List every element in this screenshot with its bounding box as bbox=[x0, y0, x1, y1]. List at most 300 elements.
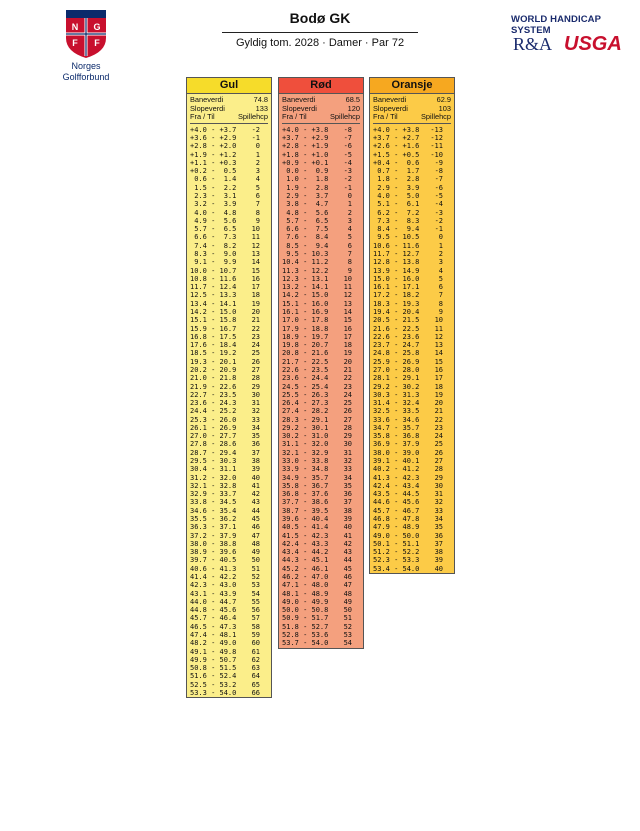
hcp-range: 1.9 - 2.8 bbox=[282, 183, 329, 192]
table-row bbox=[190, 383, 268, 391]
table-row bbox=[190, 167, 268, 175]
playing-hcp: 0 bbox=[438, 233, 443, 242]
hcp-range: 23.6 - 24.3 bbox=[190, 399, 237, 408]
playing-hcp: 49 bbox=[251, 548, 260, 557]
playing-hcp: 22 bbox=[251, 324, 260, 333]
slope-rating-label: Slopeverdi bbox=[373, 103, 408, 113]
table-row bbox=[190, 507, 268, 515]
playing-hcp: -11 bbox=[430, 142, 443, 151]
slope-rating-label: Slopeverdi bbox=[190, 103, 225, 113]
hcp-range: +4.0 - +3.7 bbox=[190, 125, 237, 134]
hcp-range: 24.8 - 25.8 bbox=[373, 349, 420, 358]
hcp-range: 33.6 - 34.6 bbox=[373, 415, 420, 424]
hcp-range: 12.3 - 13.1 bbox=[282, 274, 329, 283]
table-row bbox=[282, 349, 360, 357]
table-row bbox=[373, 300, 451, 308]
table-row bbox=[190, 598, 268, 606]
hcp-range: 22.7 - 23.5 bbox=[190, 390, 237, 399]
playing-hcp: 21 bbox=[434, 407, 443, 416]
hcp-range: 42.4 - 43.4 bbox=[373, 481, 420, 490]
playing-hcp: 28 bbox=[343, 423, 352, 432]
hcp-range: 33.9 - 34.8 bbox=[282, 465, 329, 474]
table-row bbox=[282, 565, 360, 573]
playing-hcp: -1 bbox=[343, 183, 352, 192]
playing-hcp: 1 bbox=[438, 241, 443, 250]
hcp-range: 4.8 - 5.6 bbox=[282, 208, 329, 217]
playing-hcp: 32 bbox=[251, 407, 260, 416]
table-row bbox=[282, 325, 360, 333]
hcp-range: 19.3 - 20.1 bbox=[190, 357, 237, 366]
playing-hcp: 43 bbox=[343, 548, 352, 557]
table-row bbox=[373, 432, 451, 440]
playing-hcp: 32 bbox=[434, 498, 443, 507]
hcp-range: 8.4 - 9.4 bbox=[373, 225, 420, 234]
playing-hcp: 0 bbox=[255, 142, 260, 151]
playing-hcp: -8 bbox=[343, 125, 352, 134]
table-row bbox=[373, 233, 451, 241]
table-row bbox=[282, 308, 360, 316]
playing-hcp: 41 bbox=[343, 531, 352, 540]
playing-hcp: 41 bbox=[251, 481, 260, 490]
table-row bbox=[282, 291, 360, 299]
table-row bbox=[190, 258, 268, 266]
table-row bbox=[190, 581, 268, 589]
hcp-range: 38.0 - 38.8 bbox=[190, 539, 237, 548]
playing-hcp: 4 bbox=[347, 225, 352, 234]
playing-hcp: -1 bbox=[434, 225, 443, 234]
hcp-range: 45.7 - 46.4 bbox=[190, 614, 237, 623]
table-row bbox=[373, 192, 451, 200]
table-row bbox=[190, 217, 268, 225]
hcp-range: 42.3 - 43.0 bbox=[190, 581, 237, 590]
table-row bbox=[282, 449, 360, 457]
playing-hcp: 14 bbox=[434, 349, 443, 358]
hcp-range: 49.9 - 50.7 bbox=[190, 655, 237, 664]
page-title: Bodø GK bbox=[289, 10, 351, 26]
hcp-range: +3.7 - +2.7 bbox=[373, 134, 420, 143]
hcp-range: 17.0 - 17.8 bbox=[282, 316, 329, 325]
table-row bbox=[282, 258, 360, 266]
playing-hcp: 27 bbox=[251, 365, 260, 374]
table-row bbox=[282, 515, 360, 523]
table-row bbox=[373, 565, 451, 573]
hcp-range: 31.4 - 32.4 bbox=[373, 399, 420, 408]
table-row bbox=[373, 258, 451, 266]
hcp-range: 31.2 - 32.0 bbox=[190, 473, 237, 482]
hcp-range: 38.0 - 39.0 bbox=[373, 448, 420, 457]
hcp-range: 36.9 - 37.9 bbox=[373, 440, 420, 449]
table-row bbox=[282, 606, 360, 614]
table-row bbox=[282, 374, 360, 382]
table-row bbox=[282, 631, 360, 639]
table-row bbox=[190, 151, 268, 159]
table-row bbox=[373, 242, 451, 250]
hcp-range: +1.5 - +0.5 bbox=[373, 150, 420, 159]
playing-hcp: 37 bbox=[434, 539, 443, 548]
table-row bbox=[282, 316, 360, 324]
hcp-range: 48.2 - 49.0 bbox=[190, 639, 237, 648]
table-row bbox=[373, 556, 451, 564]
playing-hcp: 30 bbox=[343, 440, 352, 449]
hcp-range: 24.4 - 25.2 bbox=[190, 407, 237, 416]
hcp-range: 19.8 - 20.7 bbox=[282, 341, 329, 350]
table-row bbox=[282, 581, 360, 589]
hcp-range: 51.6 - 52.4 bbox=[190, 672, 237, 681]
hcp-range: 0.6 - 1.4 bbox=[190, 175, 237, 184]
slope-rating-label: Slopeverdi bbox=[282, 103, 317, 113]
hcp-range: +3.6 - +2.9 bbox=[190, 134, 237, 143]
hcp-range: 30.3 - 31.3 bbox=[373, 390, 420, 399]
table-row bbox=[373, 474, 451, 482]
playing-hcp: 5 bbox=[347, 233, 352, 242]
hcp-range: 47.9 - 48.9 bbox=[373, 523, 420, 532]
hcp-range: 12.8 - 13.8 bbox=[373, 258, 420, 267]
hcp-range: 26.4 - 27.3 bbox=[282, 399, 329, 408]
playing-hcp: -3 bbox=[343, 167, 352, 176]
playing-hcp: 33 bbox=[343, 465, 352, 474]
table-row bbox=[282, 142, 360, 150]
hcp-range: 27.0 - 27.7 bbox=[190, 432, 237, 441]
table-row bbox=[190, 366, 268, 374]
table-row bbox=[373, 440, 451, 448]
course-rating-value: 74.8 bbox=[253, 95, 268, 104]
table-row bbox=[282, 482, 360, 490]
hcp-range: +0.4 - 0.6 bbox=[373, 158, 420, 167]
hcp-range: +0.2 - 0.5 bbox=[190, 167, 237, 176]
column-headers bbox=[190, 113, 268, 124]
table-row bbox=[190, 523, 268, 531]
playing-hcp: 6 bbox=[347, 241, 352, 250]
hcp-range: 41.4 - 42.2 bbox=[190, 572, 237, 581]
table-row bbox=[373, 167, 451, 175]
hcp-range: 7.6 - 8.4 bbox=[282, 233, 329, 242]
table-row bbox=[373, 465, 451, 473]
hcp-range: 14.2 - 15.0 bbox=[282, 291, 329, 300]
hcp-range: 29.2 - 30.1 bbox=[282, 423, 329, 432]
hcp-range: 51.8 - 52.7 bbox=[282, 622, 329, 631]
playing-hcp: 39 bbox=[343, 515, 352, 523]
hcp-header: Spillehcp bbox=[238, 112, 268, 122]
course-rating-label: Baneverdi bbox=[282, 95, 316, 104]
hcp-range: 28.7 - 29.4 bbox=[190, 448, 237, 457]
playing-hcp: 51 bbox=[251, 564, 260, 573]
table-row bbox=[190, 175, 268, 183]
table-row bbox=[282, 283, 360, 291]
hcp-range: 21.6 - 22.5 bbox=[373, 324, 420, 333]
whs-logo-text: WORLD HANDICAP SYSTEM bbox=[511, 14, 601, 36]
table-row bbox=[282, 275, 360, 283]
hcp-range: 1.0 - 1.8 bbox=[282, 175, 329, 184]
table-row bbox=[282, 540, 360, 548]
hcp-range: 27.0 - 28.0 bbox=[373, 365, 420, 374]
hcp-range: 49.0 - 49.9 bbox=[282, 597, 329, 606]
hcp-range: 14.2 - 15.0 bbox=[190, 307, 237, 316]
hcp-range: 44.8 - 45.6 bbox=[190, 606, 237, 615]
playing-hcp: 11 bbox=[343, 283, 352, 292]
playing-hcp: 17 bbox=[434, 374, 443, 383]
table-row bbox=[282, 200, 360, 208]
table-row bbox=[373, 407, 451, 415]
hcp-range: 0.0 - 0.9 bbox=[282, 167, 329, 176]
playing-hcp: 23 bbox=[343, 382, 352, 391]
course-rating-label: Baneverdi bbox=[190, 95, 224, 104]
playing-hcp: 35 bbox=[251, 432, 260, 441]
hcp-range: +2.8 - +1.9 bbox=[282, 142, 329, 151]
hcp-range: 25.9 - 26.9 bbox=[373, 357, 420, 366]
playing-hcp: 54 bbox=[251, 589, 260, 598]
hcp-range: 40.5 - 41.4 bbox=[282, 523, 329, 532]
hcp-range: 9.5 - 10.5 bbox=[373, 233, 420, 242]
playing-hcp: 25 bbox=[434, 440, 443, 449]
table-row bbox=[190, 457, 268, 465]
playing-hcp: 48 bbox=[251, 539, 260, 548]
table-row bbox=[373, 498, 451, 506]
table-row bbox=[373, 341, 451, 349]
hcp-range: 9.5 - 10.3 bbox=[282, 250, 329, 258]
playing-hcp: 35 bbox=[343, 481, 352, 490]
hcp-range: 21.0 - 21.8 bbox=[190, 374, 237, 383]
playing-hcp: 25 bbox=[343, 399, 352, 408]
playing-hcp: 16 bbox=[343, 324, 352, 333]
playing-hcp: 33 bbox=[251, 415, 260, 424]
slope-rating-value: 120 bbox=[347, 103, 360, 113]
table-row bbox=[190, 391, 268, 399]
playing-hcp: 17 bbox=[343, 332, 352, 341]
svg-text:G: G bbox=[93, 22, 101, 32]
playing-hcp: 42 bbox=[251, 490, 260, 499]
hcp-range: 6.6 - 7.5 bbox=[282, 225, 329, 234]
playing-hcp: 40 bbox=[434, 564, 443, 573]
playing-hcp: 24 bbox=[343, 390, 352, 399]
playing-hcp: 7 bbox=[255, 200, 260, 209]
table-row bbox=[373, 126, 451, 134]
table-row bbox=[373, 449, 451, 457]
hcp-range: 53.3 - 54.0 bbox=[190, 688, 237, 697]
playing-hcp: 14 bbox=[343, 307, 352, 316]
hcp-range: 8.3 - 9.0 bbox=[190, 250, 237, 258]
playing-hcp: 45 bbox=[251, 515, 260, 523]
hcp-range: 46.8 - 47.8 bbox=[373, 515, 420, 523]
hcp-range: 3.8 - 4.7 bbox=[282, 200, 329, 209]
table-row bbox=[190, 590, 268, 598]
playing-hcp: 5 bbox=[255, 183, 260, 192]
playing-hcp: 43 bbox=[251, 498, 260, 507]
playing-hcp: 26 bbox=[251, 357, 260, 366]
tee-column-2 bbox=[369, 77, 455, 574]
hcp-range: 50.9 - 51.7 bbox=[282, 614, 329, 623]
table-row bbox=[282, 465, 360, 473]
table-row bbox=[373, 532, 451, 540]
slope-rating-value: 103 bbox=[438, 103, 451, 113]
table-row bbox=[190, 689, 268, 697]
table-row bbox=[190, 416, 268, 424]
playing-hcp: 11 bbox=[434, 324, 443, 333]
playing-hcp: 54 bbox=[343, 639, 352, 648]
table-row bbox=[190, 532, 268, 540]
playing-hcp: 1 bbox=[347, 200, 352, 209]
playing-hcp: 21 bbox=[343, 365, 352, 374]
hcp-range: 24.5 - 25.4 bbox=[282, 382, 329, 391]
table-row bbox=[190, 490, 268, 498]
playing-hcp: 3 bbox=[347, 216, 352, 225]
hcp-range: 28.1 - 29.1 bbox=[373, 374, 420, 383]
playing-hcp: 13 bbox=[343, 299, 352, 308]
course-rating-value: 62.9 bbox=[436, 95, 451, 104]
table-row bbox=[373, 325, 451, 333]
playing-hcp: 18 bbox=[251, 291, 260, 300]
table-row bbox=[282, 623, 360, 631]
playing-hcp: 36 bbox=[343, 490, 352, 499]
playing-hcp: -1 bbox=[251, 134, 260, 143]
playing-hcp: 13 bbox=[434, 341, 443, 350]
table-row bbox=[282, 358, 360, 366]
table-row bbox=[282, 242, 360, 250]
hcp-range: 30.2 - 31.0 bbox=[282, 432, 329, 441]
table-row bbox=[373, 391, 451, 399]
playing-hcp: -7 bbox=[343, 134, 352, 143]
hcp-range: 4.0 - 5.0 bbox=[373, 192, 420, 201]
table-row bbox=[282, 407, 360, 415]
playing-hcp: 30 bbox=[434, 481, 443, 490]
hcp-range: 43.5 - 44.5 bbox=[373, 490, 420, 499]
playing-hcp: 20 bbox=[343, 357, 352, 366]
playing-hcp: 31 bbox=[251, 399, 260, 408]
playing-hcp: 49 bbox=[343, 597, 352, 606]
playing-hcp: 32 bbox=[343, 457, 352, 466]
hcp-range: 45.7 - 46.7 bbox=[373, 506, 420, 515]
table-row bbox=[282, 383, 360, 391]
table-row bbox=[373, 349, 451, 357]
table-row bbox=[373, 540, 451, 548]
playing-hcp: -4 bbox=[343, 158, 352, 167]
table-row bbox=[282, 523, 360, 531]
usga-logo: USGA bbox=[564, 33, 622, 55]
playing-hcp: 29 bbox=[251, 382, 260, 391]
hcp-range: 45.2 - 46.1 bbox=[282, 564, 329, 573]
table-row bbox=[282, 333, 360, 341]
hcp-range: 43.1 - 43.9 bbox=[190, 589, 237, 598]
table-row bbox=[282, 416, 360, 424]
playing-hcp: 34 bbox=[343, 473, 352, 482]
hcp-range: 39.1 - 40.1 bbox=[373, 457, 420, 466]
playing-hcp: 30 bbox=[251, 390, 260, 399]
playing-hcp: 61 bbox=[251, 647, 260, 656]
hcp-range: 39.7 - 40.5 bbox=[190, 556, 237, 565]
tee-column-1 bbox=[278, 77, 364, 649]
svg-text:F: F bbox=[72, 38, 78, 48]
table-row bbox=[190, 664, 268, 672]
table-row bbox=[190, 126, 268, 134]
playing-hcp: 20 bbox=[434, 399, 443, 408]
hcp-range: 46.2 - 47.0 bbox=[282, 572, 329, 581]
hcp-range: 5.7 - 6.5 bbox=[190, 225, 237, 234]
table-row bbox=[373, 308, 451, 316]
hcp-range: 38.7 - 39.5 bbox=[282, 506, 329, 515]
svg-text:F: F bbox=[94, 38, 100, 48]
playing-hcp: -2 bbox=[251, 125, 260, 134]
hcp-range: 47.4 - 48.1 bbox=[190, 630, 237, 639]
table-row bbox=[373, 374, 451, 382]
playing-hcp: 18 bbox=[343, 341, 352, 350]
playing-hcp: 14 bbox=[251, 258, 260, 267]
hcp-range: 52.5 - 53.2 bbox=[190, 680, 237, 689]
hcp-range: 20.2 - 20.9 bbox=[190, 365, 237, 374]
hcp-range: 16.8 - 17.5 bbox=[190, 332, 237, 341]
table-row bbox=[373, 416, 451, 424]
hcp-range: 26.1 - 26.9 bbox=[190, 423, 237, 432]
org-name-line2: Golfforbund bbox=[62, 72, 110, 82]
hcp-range: 28.3 - 29.1 bbox=[282, 415, 329, 424]
playing-hcp: 56 bbox=[251, 606, 260, 615]
playing-hcp: 2 bbox=[255, 158, 260, 167]
playing-hcp: 52 bbox=[343, 622, 352, 631]
hcp-range: 32.9 - 33.7 bbox=[190, 490, 237, 499]
table-row bbox=[282, 474, 360, 482]
playing-hcp: -6 bbox=[434, 183, 443, 192]
hcp-range: 41.5 - 42.3 bbox=[282, 531, 329, 540]
hcp-range: 11.7 - 12.7 bbox=[373, 250, 420, 258]
playing-hcp: 57 bbox=[251, 614, 260, 623]
hcp-range: 2.9 - 3.7 bbox=[282, 192, 329, 201]
playing-hcp: 15 bbox=[343, 316, 352, 325]
table-row bbox=[373, 316, 451, 324]
hcp-range: +4.0 - +3.8 bbox=[282, 125, 329, 134]
playing-hcp: 0 bbox=[347, 192, 352, 201]
table-row bbox=[282, 598, 360, 606]
table-row bbox=[373, 209, 451, 217]
hcp-range: 10.4 - 11.2 bbox=[282, 258, 329, 267]
table-row bbox=[282, 424, 360, 432]
table-row bbox=[373, 399, 451, 407]
table-row bbox=[373, 457, 451, 465]
hcp-range: 36.8 - 37.6 bbox=[282, 490, 329, 499]
hcp-range: 44.6 - 45.6 bbox=[373, 498, 420, 507]
playing-hcp: 50 bbox=[343, 606, 352, 615]
hcp-range: +2.8 - +2.0 bbox=[190, 142, 237, 151]
table-row bbox=[373, 490, 451, 498]
hcp-range: +1.9 - +1.2 bbox=[190, 150, 237, 159]
playing-hcp: 44 bbox=[251, 506, 260, 515]
hcp-range: 11.7 - 12.4 bbox=[190, 283, 237, 292]
table-row bbox=[373, 515, 451, 523]
playing-hcp: -4 bbox=[434, 200, 443, 209]
table-row bbox=[190, 440, 268, 448]
table-row bbox=[282, 391, 360, 399]
table-row bbox=[190, 656, 268, 664]
hcp-range: 42.4 - 43.3 bbox=[282, 539, 329, 548]
table-row bbox=[190, 192, 268, 200]
playing-hcp: 39 bbox=[251, 465, 260, 474]
hcp-range: 33.8 - 34.5 bbox=[190, 498, 237, 507]
table-row bbox=[190, 291, 268, 299]
playing-hcp: 33 bbox=[434, 506, 443, 515]
table-row bbox=[190, 623, 268, 631]
table-row bbox=[282, 300, 360, 308]
table-row bbox=[190, 614, 268, 622]
hcp-range: 19.4 - 20.4 bbox=[373, 307, 420, 316]
playing-hcp: 4 bbox=[438, 266, 443, 275]
hcp-range: 32.1 - 32.9 bbox=[282, 448, 329, 457]
hcp-range: 40.6 - 41.3 bbox=[190, 564, 237, 573]
playing-hcp: 15 bbox=[434, 357, 443, 366]
playing-hcp: 46 bbox=[251, 523, 260, 532]
table-row bbox=[190, 209, 268, 217]
playing-hcp: 47 bbox=[251, 531, 260, 540]
playing-hcp: 10 bbox=[343, 274, 352, 283]
playing-hcp: 2 bbox=[347, 208, 352, 217]
playing-hcp: 21 bbox=[251, 316, 260, 325]
playing-hcp: 42 bbox=[343, 539, 352, 548]
